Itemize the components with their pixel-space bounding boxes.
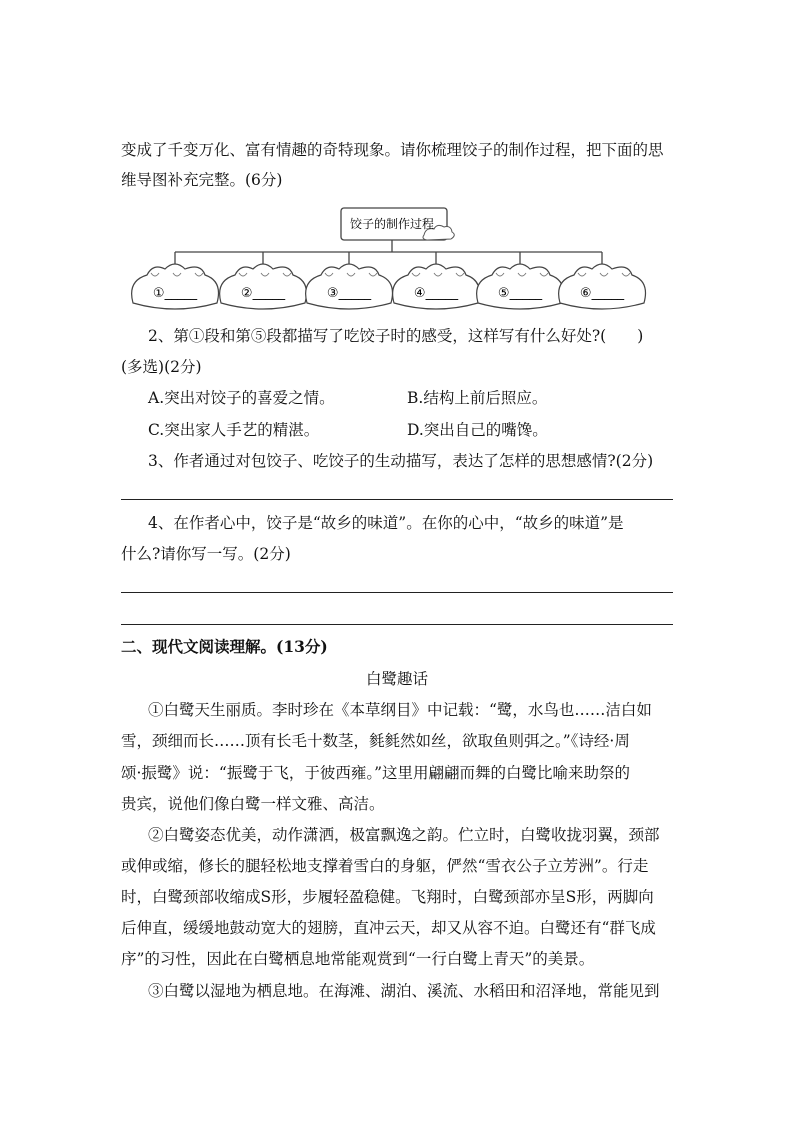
paragraph-1-line-4: 贵宾，说他们像白鹭一样文雅、高洁。 (121, 795, 385, 813)
mind-map-connectors (175, 240, 602, 265)
paragraph-1-line-1: ①白鹭天生丽质。李时珍在《本草纲目》中记载：“鹭，水鸟也……洁白如 (148, 701, 652, 719)
mind-map (130, 205, 660, 317)
mind-map-node-label: ⑥_____ (579, 286, 625, 301)
mind-map-node[interactable] (220, 264, 307, 309)
mind-map-node[interactable] (477, 264, 564, 309)
q2-option-c[interactable]: C.突出家人手艺的精湛。 (148, 421, 320, 439)
q4-answer-line-1[interactable] (121, 592, 673, 593)
mind-map-root (341, 208, 454, 240)
paragraph-1-line-3: 颂·振鹭》说：“振鹭于飞，于彼西雍。”这里用翩翩而舞的白鹭比喻来助祭的 (121, 764, 631, 782)
mind-map-node-label: ⑤_____ (497, 286, 543, 301)
q4-stem-line-1: 4、在作者心中，饺子是“故乡的味道”。在你的心中，“故乡的味道”是 (148, 514, 624, 532)
mind-map-node-label: ②_____ (240, 286, 286, 301)
section-heading: 二、现代文阅读理解。(13分) (121, 637, 328, 656)
mind-map-node[interactable] (306, 264, 393, 309)
q2-option-a[interactable]: A.突出对饺子的喜爱之情。 (148, 389, 335, 407)
q4-stem-line-2: 什么?请你写一写。(2分) (121, 545, 291, 563)
q4-answer-line-2[interactable] (121, 624, 673, 625)
q3-answer-line[interactable] (121, 499, 673, 500)
paragraph-2-line-1: ②白鹭姿态优美，动作潇洒，极富飘逸之韵。伫立时，白鹭收拢羽翼，颈部 (148, 826, 660, 844)
mind-map-node[interactable] (132, 264, 219, 309)
q2-option-b[interactable]: B.结构上前后照应。 (407, 389, 548, 407)
q2-stem-line-2: (多选)(2分) (121, 358, 202, 376)
q3-stem: 3、作者通过对包饺子、吃饺子的生动描写，表达了怎样的思想感情?(2分) (148, 452, 654, 470)
mind-map-node-label: ①_____ (152, 286, 198, 301)
article-title: 白鹭趣话 (365, 670, 428, 688)
intro-line-2: 维导图补充完整。(6分) (121, 171, 283, 189)
mind-map-node-label: ③_____ (326, 286, 372, 301)
q2-option-d[interactable]: D.突出自己的嘴馋。 (407, 421, 548, 439)
mind-map-node-label: ④_____ (413, 286, 459, 301)
mind-map-node[interactable] (559, 264, 646, 309)
paragraph-1-line-2: 雪，颈细而长……顶有长毛十数茎，毵毵然如丝，欲取鱼则弭之。”《诗经·周 (121, 732, 630, 750)
paragraph-3-line-1: ③白鹭以湿地为栖息地。在海滩、湖泊、溪流、水稻田和沼泽地，常能见到 (148, 982, 660, 1000)
intro-line-1: 变成了千变万化、富有情趣的奇特现象。请你梳理饺子的制作过程，把下面的思 (121, 141, 664, 159)
paragraph-2-line-3: 时，白鹭颈部收缩成S形，步履轻盈稳健。飞翔时，白鹭颈部亦呈S形，两脚向 (121, 888, 654, 906)
mind-map-root-label: 饺子的制作过程 (349, 217, 435, 231)
paragraph-2-line-5: 序”的习性，因此在白鹭栖息地常能观赏到“一行白鹭上青天”的美景。 (121, 950, 595, 968)
paragraph-2-line-2: 或伸或缩，修长的腿轻松地支撑着雪白的身躯，俨然“雪衣公子立芳洲”。行走 (121, 857, 649, 875)
q2-stem-line-1: 2、第①段和第⑤段都描写了吃饺子时的感受，这样写有什么好处?( ) (148, 327, 644, 345)
paragraph-2-line-4: 后伸直，缓缓地鼓动宽大的翅膀，直冲云天，却又从容不迫。白鹭还有“群飞成 (121, 919, 656, 937)
mind-map-node[interactable] (393, 264, 480, 309)
